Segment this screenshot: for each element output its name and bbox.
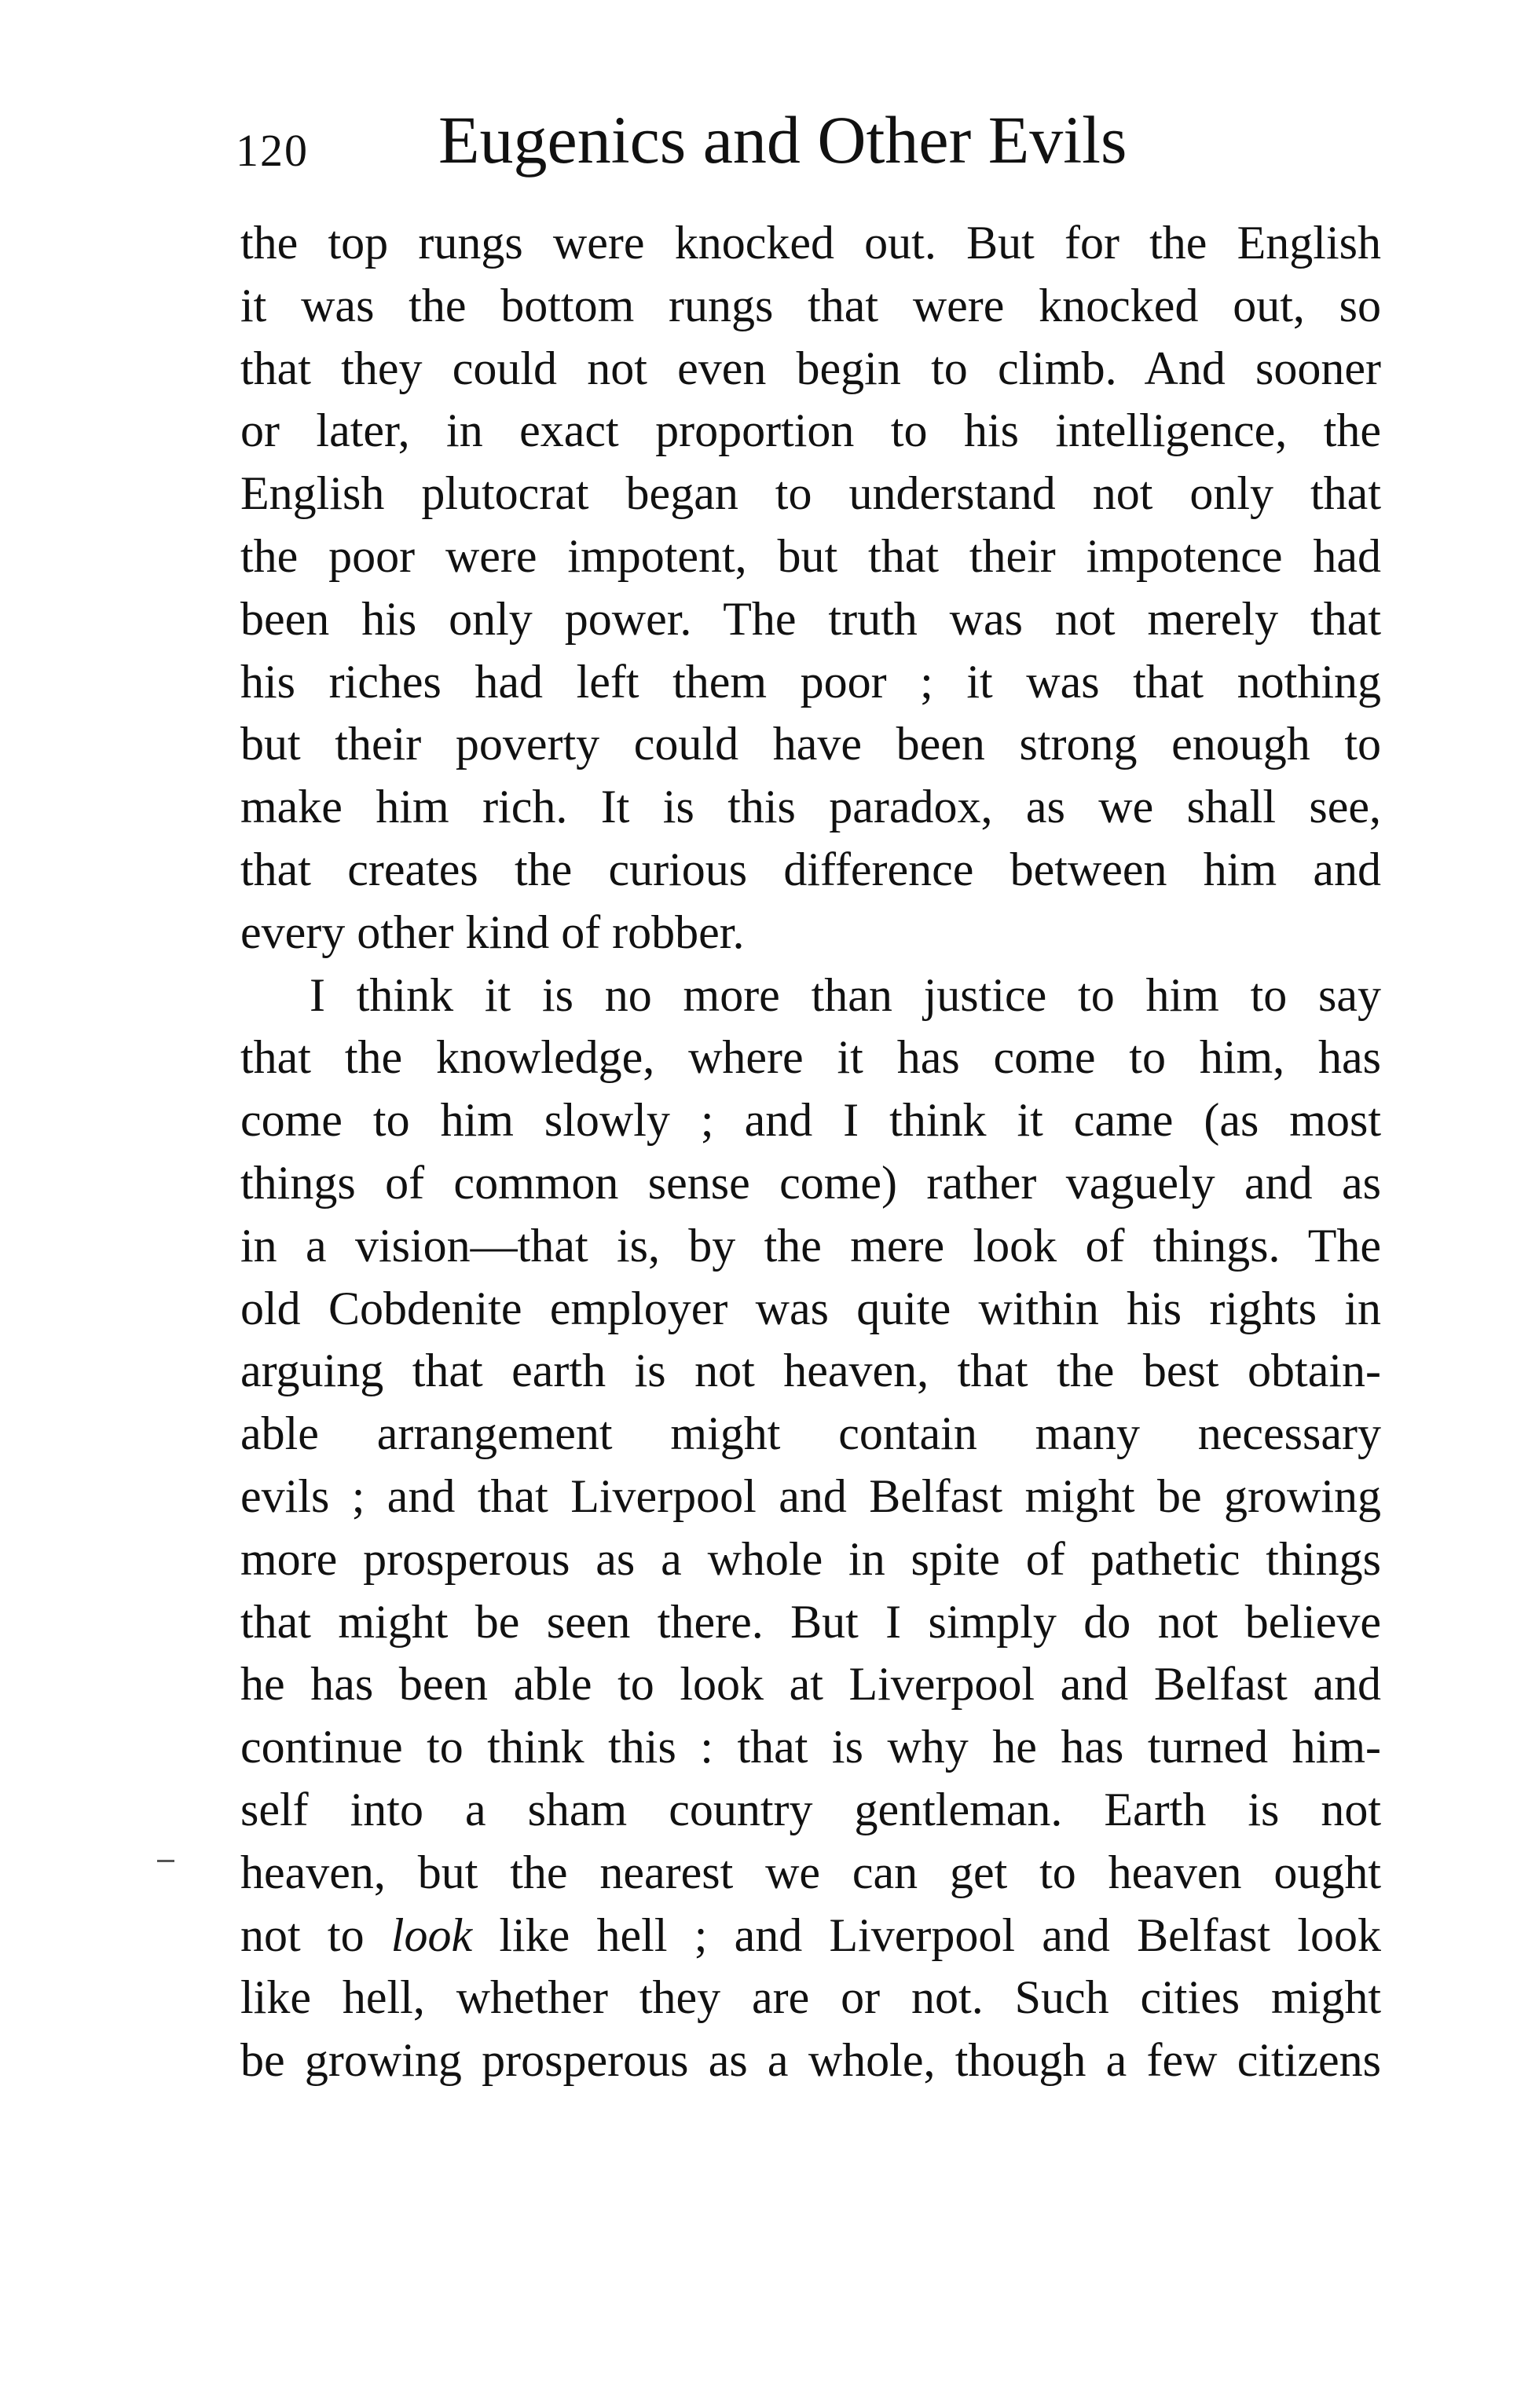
text-line: old Cobdenite employer was quite within his rights in [240, 1282, 1381, 1334]
running-header [236, 101, 1414, 187]
text-line: every other kind of robber. [240, 906, 745, 958]
text-line: more prosperous as a whole in spite of pathetic things [240, 1532, 1381, 1585]
text-line: but their poverty could have been strong enough to [240, 718, 1381, 770]
body-text [240, 212, 1381, 2092]
text-line: continue to think this : that is why he has turned him- [240, 1721, 1381, 1773]
text-line: English plutocrat began to understand not only that [240, 467, 1381, 520]
paragraph-2 [240, 964, 1381, 2092]
text-line: self into a sham country gentleman. Earth is not [240, 1783, 1381, 1835]
text-line: that the knowledge, where it has come to him, has [240, 1031, 1381, 1084]
line-text-before-italic: not to [240, 1908, 391, 1961]
text-line: or later, in exact proportion to his intelligence, the [240, 404, 1381, 457]
text-line: come to him slowly ; and I think it came (as most [240, 1094, 1381, 1147]
text-line: it was the bottom rungs that were knocked out, so [240, 279, 1381, 331]
text-line: that creates the curious difference between him and [240, 843, 1381, 895]
text-line: in a vision—that is, by the mere look of things. The [240, 1219, 1381, 1272]
text-line: like hell, whether they are or not. Such cities might [240, 1971, 1381, 2024]
running-title: Eugenics and Other Evils [438, 102, 1127, 177]
text-line: the poor were impotent, but that their impotence had [240, 529, 1381, 582]
text-line: that might be seen there. But I simply do not believe [240, 1595, 1381, 1648]
text-line: arguing that earth is not heaven, that the best obtain- [240, 1345, 1381, 1397]
page-number: 120 [236, 125, 309, 176]
text-line: the top rungs were knocked out. But for the English [240, 217, 1381, 269]
margin-mark [157, 1860, 174, 1862]
text-line: heaven, but the nearest we can get to heaven ought [240, 1846, 1381, 1898]
text-line: he has been able to look at Liverpool and Belfast and [240, 1658, 1381, 1711]
text-line: that they could not even begin to climb. And sooner [240, 342, 1381, 394]
text-line: make him rich. It is this paradox, as we shall see, [240, 781, 1381, 833]
paragraph-1 [240, 212, 1381, 964]
text-line: be growing prosperous as a whole, though a few citizens [240, 2034, 1381, 2087]
text-line: his riches had left them poor ; it was that nothing [240, 655, 1381, 708]
text-line-with-italic [240, 1905, 1381, 1967]
text-line: able arrangement might contain many necessary [240, 1407, 1381, 1460]
line-text-after-italic: like hell ; and Liverpool and Belfast look [472, 1908, 1381, 1961]
text-line: things of common sense come) rather vaguely and as [240, 1156, 1381, 1209]
text-line: been his only power. The truth was not merely that [240, 592, 1381, 645]
italic-word: look [390, 1908, 473, 1961]
text-line: I think it is no more than justice to him to say [310, 968, 1381, 1021]
text-line: evils ; and that Liverpool and Belfast might be growing [240, 1469, 1381, 1522]
